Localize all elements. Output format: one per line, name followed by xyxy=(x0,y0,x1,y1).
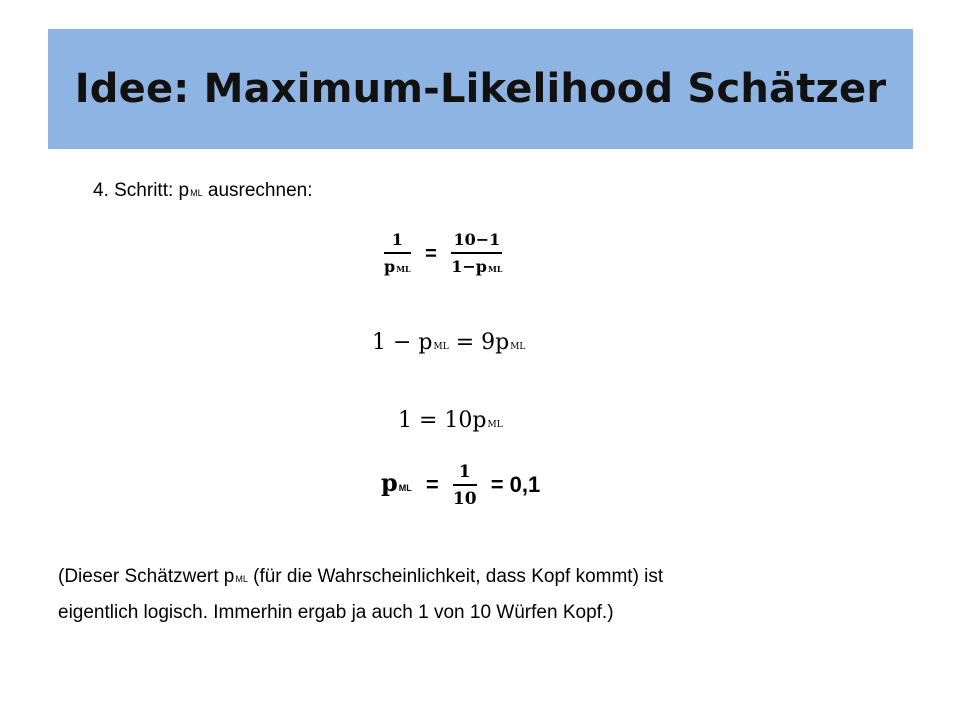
step-sub: ML xyxy=(190,188,203,198)
note-line-1-b: (für die Wahrscheinlichkeit, dass Kopf kommt) ist xyxy=(247,566,664,587)
result-equals: = xyxy=(425,472,439,498)
eq2-right: = 9p xyxy=(448,330,510,355)
result-numerator: 1 xyxy=(458,462,471,482)
equation-4-result xyxy=(381,462,548,509)
result-fraction xyxy=(453,462,477,509)
fraction-bar xyxy=(384,252,411,254)
fraction-rhs xyxy=(451,230,502,279)
lhs-den-sub: ML xyxy=(396,263,411,274)
lhs-den-p: p xyxy=(384,256,396,276)
eq2-right-sub: ML xyxy=(510,342,526,352)
eq2-left: 1 − p xyxy=(372,330,433,355)
step-suffix: ausrechnen: xyxy=(202,180,313,201)
rhs-den-sub: ML xyxy=(488,263,503,274)
fraction-bar xyxy=(453,484,477,486)
equals-sign: = xyxy=(425,242,437,265)
note-line-1-a: (Dieser Schätzwert p xyxy=(58,566,235,587)
note-line-1 xyxy=(58,560,918,596)
title-bar xyxy=(48,29,913,149)
result-p-sub: ML xyxy=(398,483,412,494)
fraction-bar xyxy=(451,252,502,254)
rhs-numerator: 10−1 xyxy=(453,230,501,249)
note-line-1-sub: ML xyxy=(235,574,248,584)
equation-2 xyxy=(372,330,525,355)
rhs-denominator xyxy=(451,257,502,279)
explanation-note xyxy=(58,560,918,630)
result-denominator: 10 xyxy=(452,488,477,509)
equation-1 xyxy=(384,230,502,279)
rhs-den-text: 1−p xyxy=(451,256,487,276)
eq2-left-sub: ML xyxy=(433,342,449,352)
step-prefix: 4. Schritt: p xyxy=(93,180,190,201)
eq3-sub: ML xyxy=(487,420,503,430)
fraction-lhs xyxy=(384,230,411,279)
result-value: = 0,1 xyxy=(490,472,541,498)
eq3-text: 1 = 10p xyxy=(398,408,487,433)
result-p: p xyxy=(381,468,398,498)
note-line-2: eigentlich logisch. Immerhin ergab ja auch 1 von 10 Würfen Kopf.) xyxy=(58,602,614,623)
step-heading xyxy=(93,180,312,202)
lhs-numerator: 1 xyxy=(391,230,403,249)
slide-title: Idee: Maximum-Likelihood Schätzer xyxy=(74,66,887,112)
lhs-denominator xyxy=(384,257,411,279)
equation-3 xyxy=(398,408,503,433)
